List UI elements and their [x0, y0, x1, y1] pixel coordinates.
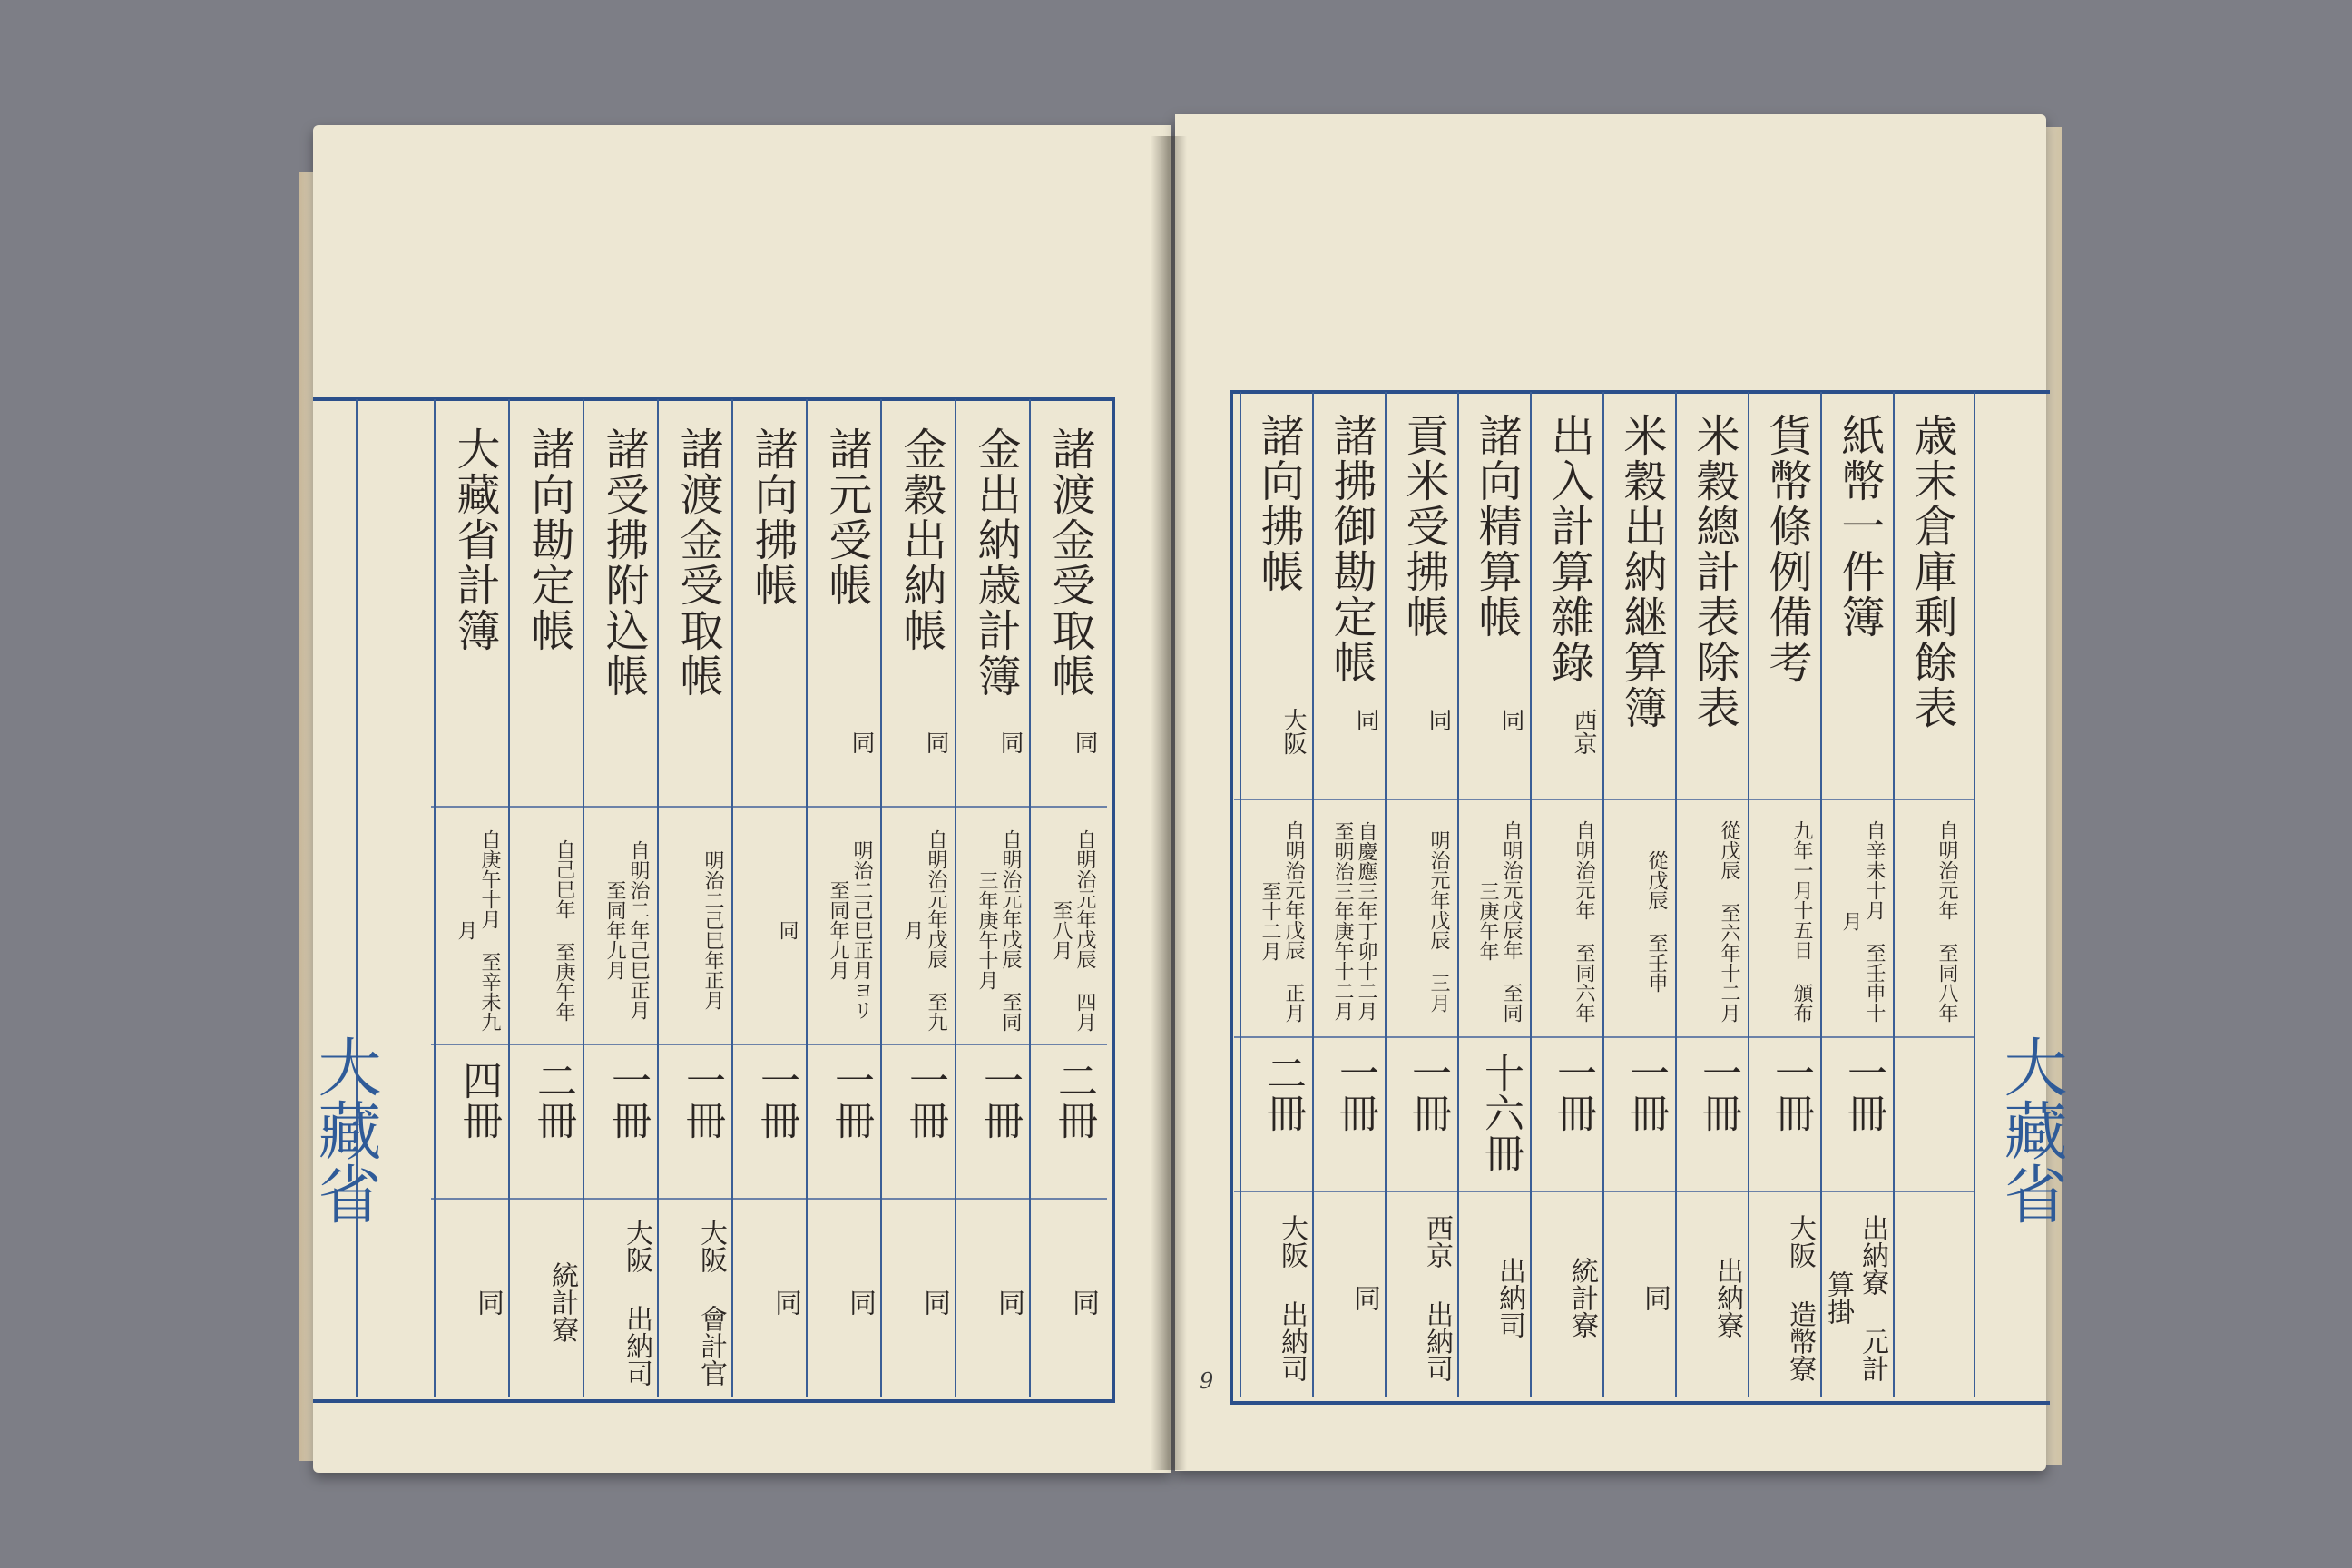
right-col-6-count: 十六冊	[1477, 1053, 1524, 1172]
book-spine	[1151, 136, 1187, 1470]
right-col-6-period: 自明治元戊辰年 至同三庚午年	[1476, 819, 1523, 1023]
left-col-3-title: 諸元受帳	[821, 426, 872, 608]
left-col-1-count: 一冊	[976, 1060, 1023, 1140]
right-col-0-title: 歳末倉庫剰餘表	[1906, 413, 1957, 730]
left-col-0-period: 自明治元年戊辰 四月至八月	[1050, 828, 1096, 1032]
left-side-label: 大藏省	[308, 1034, 382, 1225]
right-col-4-count: 一冊	[1622, 1053, 1669, 1132]
right-col-8-title: 諸拂御勘定帳	[1326, 413, 1377, 685]
right-col-3-period: 從戊辰 至六年十二月	[1718, 819, 1740, 1023]
right-column-rule	[1385, 392, 1387, 1397]
left-column-rule	[1029, 399, 1031, 1397]
left-col-6-period: 自明治二年己巳正月 至同年九月	[603, 840, 650, 1020]
right-col-5-period: 自明治元年 至同六年	[1573, 819, 1595, 1023]
right-col-5-note: 西京	[1570, 708, 1597, 755]
left-col-7-office: 統計寮	[546, 1261, 578, 1343]
left-col-3-count: 一冊	[828, 1060, 874, 1140]
right-col-7-count: 一冊	[1405, 1053, 1451, 1132]
right-col-2-period: 九年一月十五日 頒布	[1790, 819, 1813, 1023]
left-col-5-title: 諸渡金受取帳	[672, 426, 723, 699]
left-col-5-period: 明治二己巳年正月	[701, 850, 724, 1010]
left-col-8-title: 大藏省計簿	[449, 426, 500, 653]
left-col-6-count: 一冊	[604, 1060, 651, 1140]
right-col-7-office: 西京 出納司	[1421, 1213, 1453, 1382]
folio-number: 9	[1200, 1368, 1214, 1394]
right-column-rule	[1602, 392, 1604, 1397]
right-column-rule	[1893, 392, 1895, 1397]
right-col-8-period: 自慶應三年丁卯十二月 至明治三年庚午十二月	[1331, 821, 1377, 1021]
right-col-2-title: 貨幣條例備考	[1761, 413, 1812, 685]
left-col-1-title: 金出納歳計簿	[970, 426, 1021, 699]
left-col-6-office: 大阪 出納司	[621, 1218, 652, 1387]
left-col-6-title: 諸受拂附込帳	[598, 426, 649, 699]
left-col-7-title: 諸向勘定帳	[524, 426, 574, 653]
left-col-1-office: 同	[993, 1289, 1024, 1316]
right-col-6-office: 出納司	[1494, 1257, 1525, 1338]
right-col-8-office: 同	[1348, 1284, 1380, 1311]
right-col-4-office: 同	[1639, 1284, 1671, 1311]
right-col-2-office: 大阪 造幣寮	[1784, 1213, 1816, 1382]
left-col-0-note: 同	[1071, 730, 1098, 754]
left-col-7-count: 二冊	[530, 1060, 576, 1140]
right-col-5-office: 統計寮	[1566, 1257, 1598, 1338]
left-col-1-period: 自明治元年戊辰 至同三年庚午十月	[975, 828, 1022, 1032]
right-column-rule	[1820, 392, 1822, 1397]
left-column-rule	[657, 399, 659, 1397]
right-col-6-title: 諸向精算帳	[1471, 413, 1522, 640]
right-col-4-period: 從戊辰 至壬申	[1645, 849, 1668, 993]
left-column-rule	[806, 399, 808, 1397]
right-col-7-note: 同	[1425, 708, 1452, 731]
right-col-5-count: 一冊	[1550, 1053, 1596, 1132]
right-column-rule	[1312, 392, 1314, 1397]
right-col-8-note: 同	[1352, 708, 1379, 731]
left-col-2-count: 一冊	[902, 1060, 948, 1140]
right-col-9-period: 自明治元年戊辰 正月至十二月	[1259, 819, 1305, 1023]
left-col-2-note: 同	[922, 730, 949, 754]
left-col-0-office: 同	[1067, 1289, 1099, 1316]
left-col-4-period: 同	[776, 920, 799, 940]
left-col-3-period: 明治二己巳正月ヨリ 至同年九月	[827, 840, 873, 1020]
right-col-2-count: 一冊	[1768, 1053, 1814, 1132]
right-col-0-period: 自明治元年 至同八年	[1936, 819, 1958, 1023]
right-col-1-period: 自辛未十月 至壬申十月	[1839, 819, 1886, 1023]
left-column-rule	[583, 399, 584, 1397]
right-col-9-count: 二冊	[1259, 1053, 1306, 1132]
left-col-4-title: 諸向拂帳	[747, 426, 798, 608]
right-col-3-office: 出納寮	[1711, 1257, 1743, 1338]
right-column-rule	[1530, 392, 1532, 1397]
right-col-1-title: 紙幣一件簿	[1834, 413, 1885, 640]
right-col-5-title: 出入計算雜錄	[1544, 413, 1594, 685]
right-col-1-office: 出納寮 元計算掛	[1822, 1213, 1888, 1382]
left-col-0-title: 諸渡金受取帳	[1044, 426, 1095, 699]
left-col-4-count: 一冊	[753, 1060, 799, 1140]
right-column-rule	[1457, 392, 1459, 1397]
left-col-3-office: 同	[844, 1289, 876, 1316]
right-side-label: 大藏省	[1994, 1034, 2068, 1225]
left-col-2-period: 自明治元年戊辰 至九月	[901, 828, 947, 1032]
right-col-9-title: 諸向拂帳	[1253, 413, 1304, 594]
right-col-7-title: 貢米受拂帳	[1398, 413, 1449, 640]
left-col-1-note: 同	[996, 730, 1024, 754]
right-col-6-note: 同	[1497, 708, 1524, 731]
left-col-5-office: 大阪 會計官	[695, 1218, 727, 1387]
right-column-rule	[1675, 392, 1677, 1397]
left-column-rule	[880, 399, 882, 1397]
left-column-rule	[508, 399, 510, 1397]
right-col-3-title: 米穀總計表除表	[1689, 413, 1740, 730]
left-col-2-office: 同	[918, 1289, 950, 1316]
left-col-4-office: 同	[769, 1289, 801, 1316]
left-col-2-title: 金穀出納帳	[896, 426, 946, 653]
left-column-rule	[955, 399, 956, 1397]
right-column-rule	[1240, 392, 1241, 1397]
right-col-1-count: 一冊	[1840, 1053, 1886, 1132]
right-col-7-period: 明治元年戊辰 三月	[1427, 829, 1450, 1013]
left-column-rule	[434, 399, 436, 1397]
left-col-0-count: 二冊	[1051, 1060, 1097, 1140]
left-col-8-period: 自庚午十月 至辛未九月	[455, 828, 501, 1032]
right-col-9-office: 大阪 出納司	[1276, 1213, 1308, 1382]
right-col-9-note: 大阪	[1279, 708, 1307, 755]
left-col-3-note: 同	[848, 730, 875, 754]
left-column-rule	[731, 399, 733, 1397]
left-col-7-period: 自己巳年 至庚午年	[553, 838, 575, 1022]
right-column-rule	[1748, 392, 1749, 1397]
right-col-4-title: 米穀出納継算簿	[1616, 413, 1667, 730]
left-col-5-count: 一冊	[679, 1060, 725, 1140]
left-col-8-count: 四冊	[456, 1060, 502, 1140]
right-col-3-count: 一冊	[1695, 1053, 1741, 1132]
left-col-8-office: 同	[472, 1289, 504, 1316]
right-col-8-count: 一冊	[1332, 1053, 1378, 1132]
